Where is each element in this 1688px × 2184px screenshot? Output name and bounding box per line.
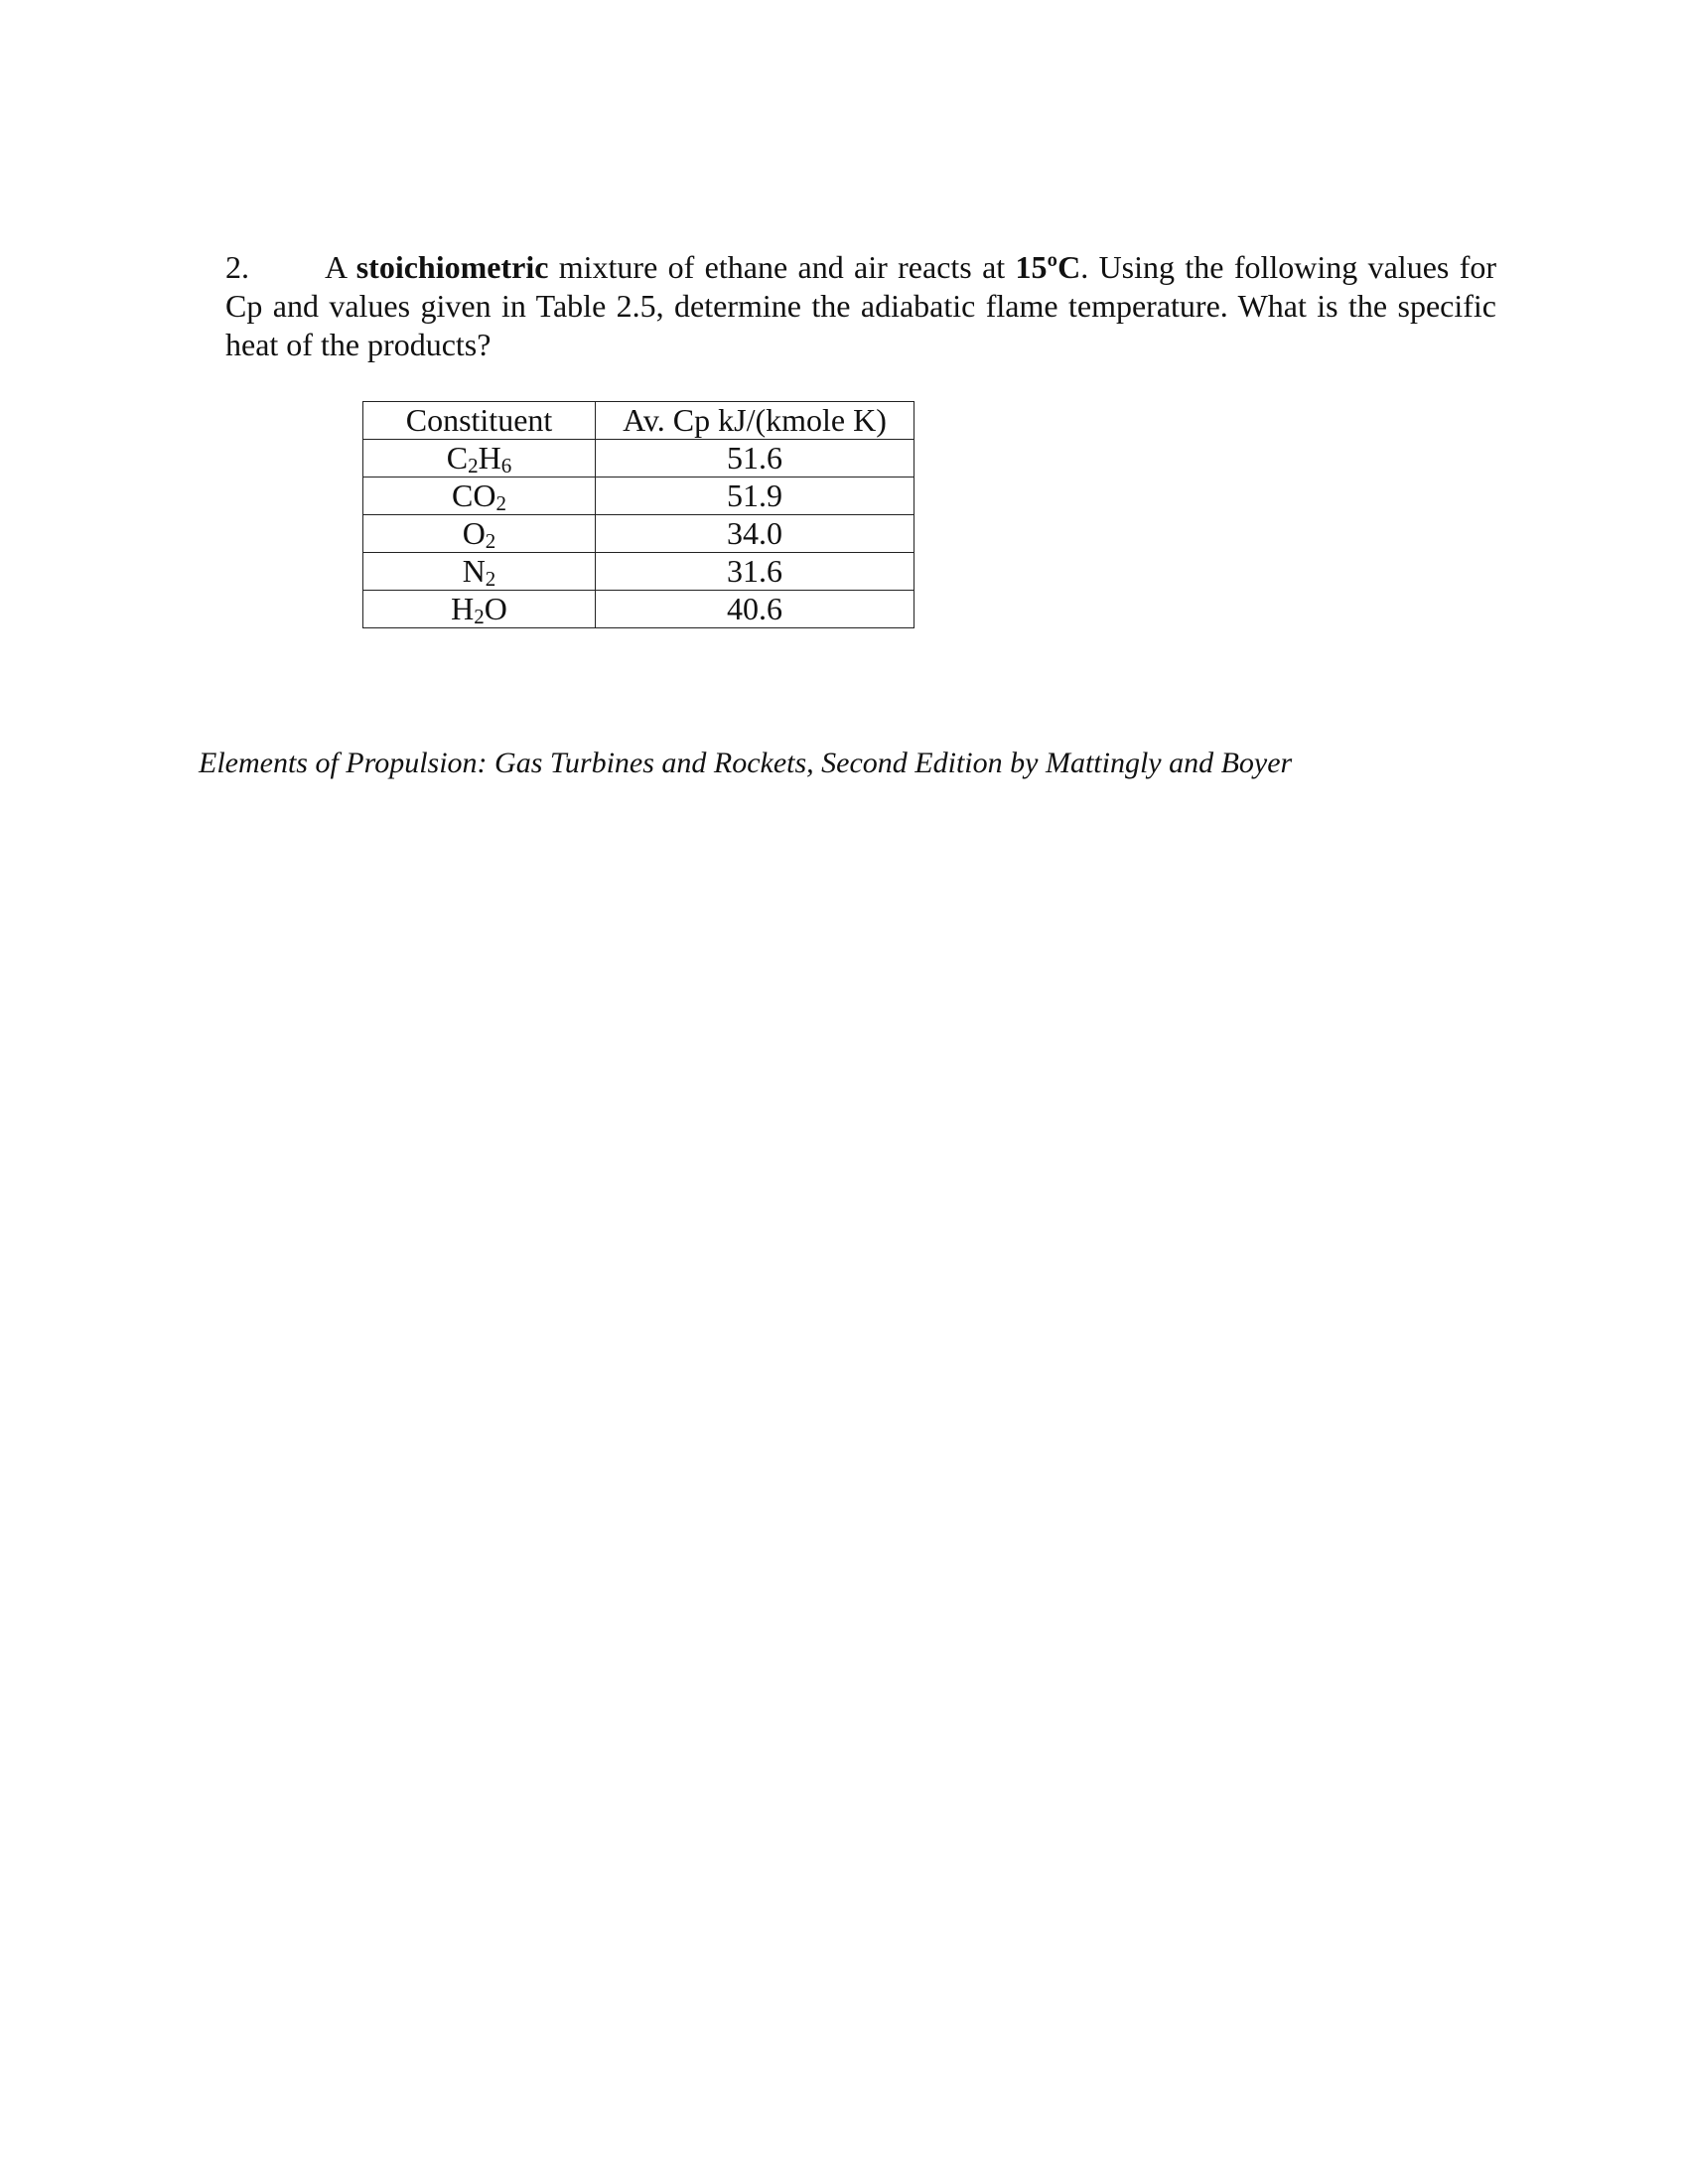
problem-text-a: A: [325, 249, 356, 285]
constituent-cell: [363, 478, 596, 515]
formula-element: C: [446, 440, 469, 476]
cp-value-cell: 34.0: [596, 515, 914, 553]
constituent-cell: [363, 515, 596, 553]
formula-subscript: 2: [495, 491, 506, 515]
constituent-cell: [363, 553, 596, 591]
cp-value-cell: 40.6: [596, 591, 914, 628]
formula-subscript: 2: [485, 567, 496, 591]
formula-element: CO: [452, 478, 496, 513]
table-row: [363, 440, 914, 478]
problem-text-c: . Using the following values for Cp and values given in Table 2.5, determine the adiabatic flame temperature. What is the specific heat of the products?: [225, 249, 1497, 362]
formula-subscript: 2: [485, 529, 496, 553]
problem-bold-stoichiometric: stoichiometric: [355, 249, 549, 285]
formula-element: N: [462, 553, 486, 589]
cp-table: [362, 401, 914, 628]
table-row: [363, 591, 914, 628]
problem-number: 2.: [225, 249, 249, 285]
cp-value-cell: 51.9: [596, 478, 914, 515]
table-row: [363, 478, 914, 515]
constituent-cell: [363, 440, 596, 478]
table-header-row: [363, 402, 914, 440]
formula-element: H: [478, 440, 501, 476]
formula-subscript: 6: [500, 454, 512, 478]
formula-element: O: [462, 515, 486, 551]
formula-subscript: 2: [474, 605, 485, 628]
problem-text-b: mixture of ethane and air reacts at: [548, 249, 1016, 285]
table-row: [363, 515, 914, 553]
citation: Elements of Propulsion: Gas Turbines and Rockets, Second Edition by Mattingly and Boyer: [199, 747, 1293, 779]
formula-element: O: [484, 591, 507, 626]
cp-value-cell: 51.6: [596, 440, 914, 478]
formula-element: H: [451, 591, 475, 626]
header-cp: Av. Cp kJ/(kmole K): [596, 402, 914, 440]
header-constituent: Constituent: [363, 402, 596, 440]
cp-value-cell: 31.6: [596, 553, 914, 591]
formula-subscript: 2: [468, 454, 479, 478]
table-body: [363, 440, 914, 628]
constituent-cell: [363, 591, 596, 628]
table-row: [363, 553, 914, 591]
problem-statement: [225, 248, 1496, 364]
problem-bold-temperature: 15ºC: [1015, 249, 1081, 285]
